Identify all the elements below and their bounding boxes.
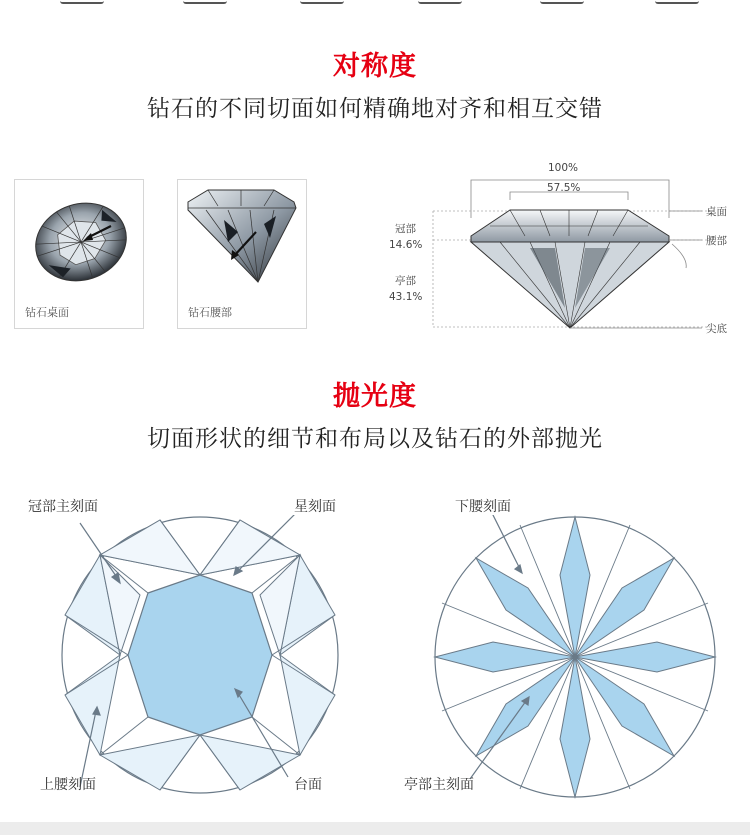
crown-label: 冠部 bbox=[395, 223, 416, 235]
table-facet bbox=[128, 575, 272, 735]
right-table-label: 桌面 bbox=[706, 206, 727, 218]
polish-subtitle: 切面形状的细节和布局以及钻石的外部抛光 bbox=[147, 426, 603, 452]
pavilion-main-facet-label: 亭部主刻面 bbox=[404, 777, 474, 793]
pavilion-value: 43.1% bbox=[389, 291, 423, 303]
diamond-girdle-photo bbox=[177, 179, 307, 329]
star-facet-label: 星刻面 bbox=[294, 499, 336, 515]
diamond-side-view-icon bbox=[178, 180, 306, 300]
pavilion-label: 亭部 bbox=[395, 275, 416, 287]
symmetry-title: 对称度 bbox=[333, 51, 417, 82]
diamond-top-view-icon bbox=[15, 180, 143, 300]
symmetry-subtitle: 钻石的不同切面如何精确地对齐和相互交错 bbox=[147, 96, 603, 122]
width-total-label: 100% bbox=[548, 162, 579, 174]
crown-main-facet-label: 冠部主刻面 bbox=[28, 499, 98, 515]
width-table-label: 57.5% bbox=[547, 182, 581, 194]
polish-title: 抛光度 bbox=[333, 381, 417, 412]
lower-girdle-facet-label: 下腰刻面 bbox=[455, 499, 511, 515]
cropped-tab-2 bbox=[183, 0, 227, 4]
table-facet-label: 台面 bbox=[294, 777, 322, 793]
upper-girdle-facet-label: 上腰刻面 bbox=[40, 777, 96, 793]
pavilion-facet-diagram bbox=[430, 515, 720, 805]
diamond-table-photo bbox=[14, 179, 144, 329]
cropped-tab-1 bbox=[60, 0, 104, 4]
cropped-tab-3 bbox=[300, 0, 344, 4]
top-cropped-strip bbox=[0, 0, 750, 8]
crown-facet-diagram bbox=[60, 515, 340, 795]
cropped-tab-5 bbox=[540, 0, 584, 4]
bottom-strip bbox=[0, 822, 750, 835]
diamond-table-caption: 钻石桌面 bbox=[25, 306, 69, 319]
diamond-girdle-caption: 钻石腰部 bbox=[188, 306, 232, 319]
right-culet-label: 尖底 bbox=[706, 323, 727, 335]
crown-value: 14.6% bbox=[389, 239, 423, 251]
right-girdle-label: 腰部 bbox=[706, 235, 727, 247]
cropped-tab-6 bbox=[655, 0, 699, 4]
cropped-tab-4 bbox=[418, 0, 462, 4]
